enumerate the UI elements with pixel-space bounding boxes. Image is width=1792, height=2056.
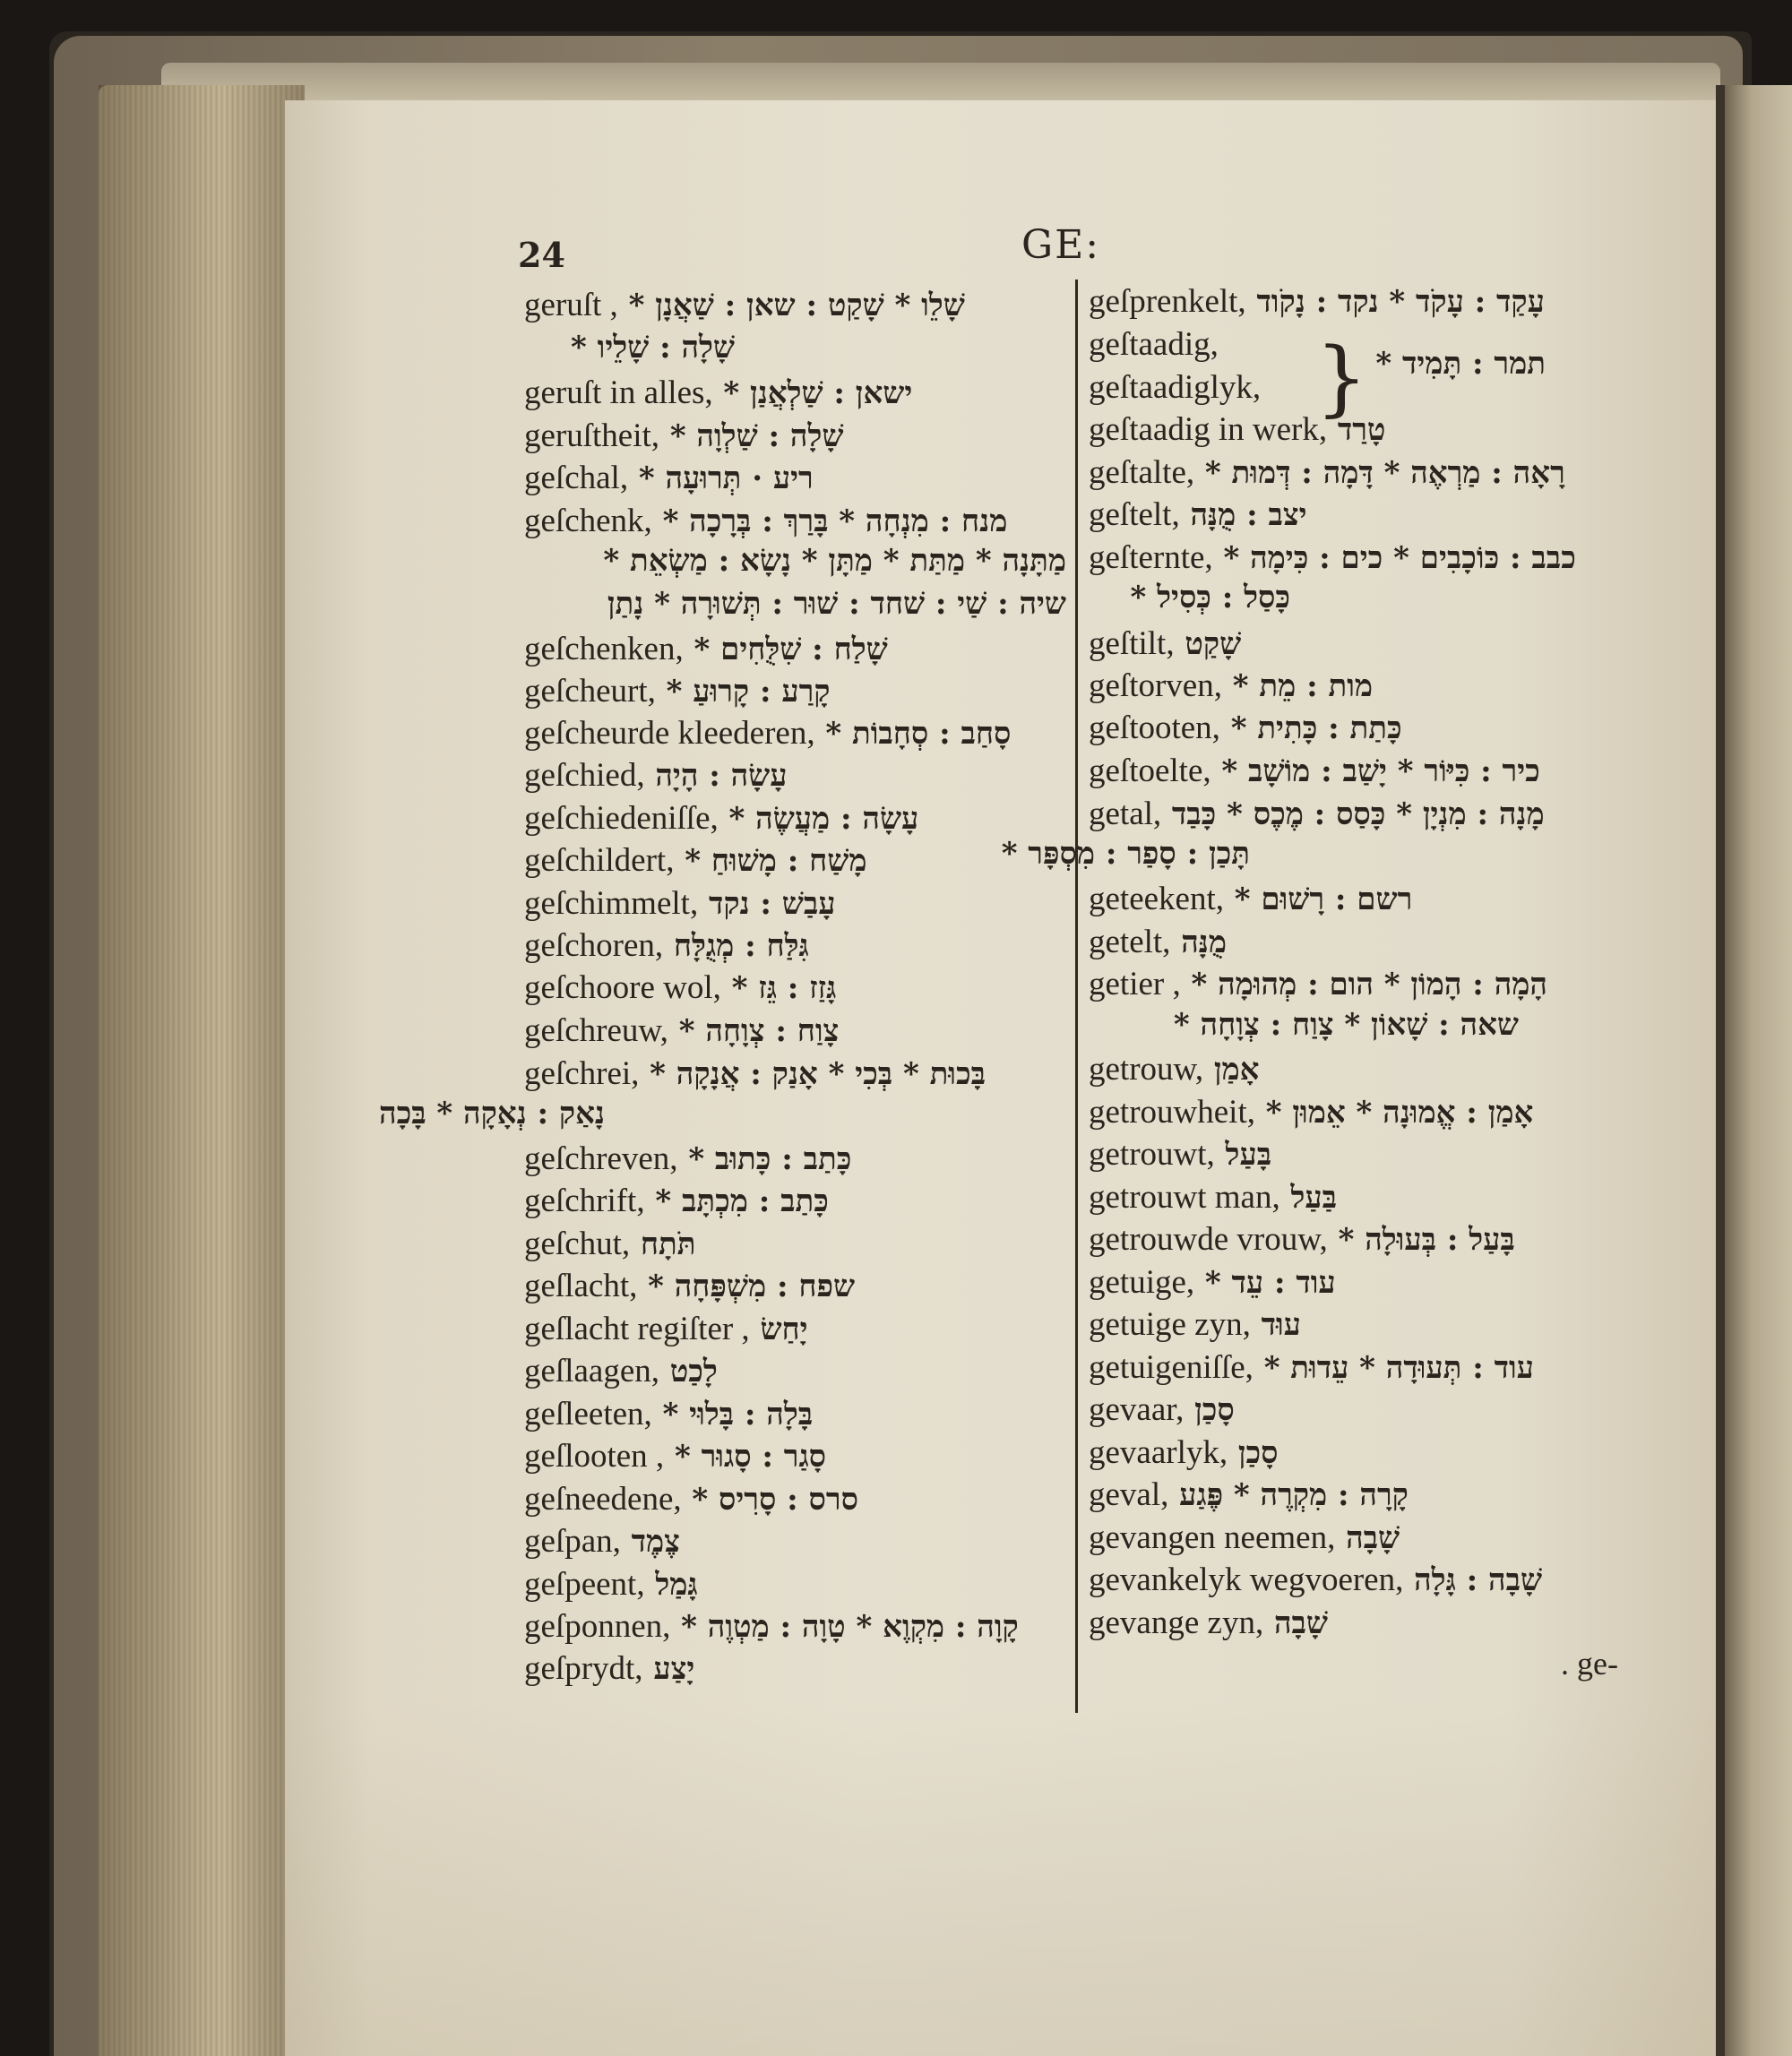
entry-hebrew: שָׁלַח : שִׁלֻּחִים * bbox=[694, 632, 888, 667]
entry-hebrew: מָשַׁח : מָשׁוּחַ * bbox=[685, 843, 867, 879]
entry-word: geſpeent, bbox=[524, 1566, 645, 1603]
entry-word: geſtilt, bbox=[1089, 625, 1175, 662]
entry-word: geſponnen, bbox=[524, 1608, 671, 1645]
entry-word: geſternte, bbox=[1089, 539, 1213, 576]
entry-left-5 bbox=[524, 629, 888, 669]
entry-word: geſchimmelt, bbox=[524, 885, 699, 922]
entry-right-4 bbox=[1089, 452, 1565, 493]
entry-left-24 bbox=[524, 1479, 858, 1519]
entry-hebrew: לָכַט bbox=[669, 1354, 718, 1389]
entry-left-9 bbox=[524, 798, 918, 839]
entry-hebrew: צָוַח : צְוָחָה * bbox=[678, 1013, 840, 1049]
catchword: . ge- bbox=[1561, 1646, 1618, 1682]
entry-word: geſtalte, bbox=[1089, 454, 1195, 491]
entry-hebrew: עָבַשׁ : נקד bbox=[708, 886, 836, 922]
entry-right-16 bbox=[1089, 1092, 1533, 1132]
entry-right-23 bbox=[1089, 1389, 1235, 1430]
entry-word: geſchenken, bbox=[524, 631, 684, 667]
entry-hebrew: יָצַע bbox=[653, 1651, 695, 1687]
entry-right-8 bbox=[1089, 666, 1373, 706]
entry-right-20 bbox=[1089, 1262, 1336, 1303]
entry-left-27 bbox=[524, 1606, 1019, 1647]
entry-left-11 bbox=[524, 883, 836, 924]
column-rule bbox=[1075, 280, 1078, 1713]
entry-word: geſtaadig in werk, bbox=[1089, 411, 1328, 448]
entry-word: geſprenkelt, bbox=[1089, 283, 1246, 320]
entry-right-14 bbox=[1089, 964, 1547, 1004]
entry-hebrew: הָמָה : הָמוֹן * הום : מְהוּמָה * bbox=[1191, 967, 1547, 1002]
entry-right-15 bbox=[1089, 1049, 1260, 1089]
entry-word: geſlacht, bbox=[524, 1268, 638, 1304]
entry-left-8 bbox=[524, 755, 787, 796]
entry-word: geſchreuw, bbox=[524, 1012, 668, 1049]
entry-word: geruſt in alles, bbox=[524, 374, 713, 411]
entry-hebrew: עוד : עֵד * bbox=[1204, 1265, 1336, 1301]
entry-word: geſchildert, bbox=[524, 842, 675, 879]
entry-right-21 bbox=[1089, 1304, 1301, 1345]
entry-word: geruſtheit, bbox=[524, 417, 660, 454]
brace: } bbox=[1315, 330, 1368, 426]
entry-right-14-cont: שאה : שָׁאוֹן * צָוַח : צְוָחָה * bbox=[1173, 1007, 1519, 1043]
entry-word: geſleeten, bbox=[524, 1396, 652, 1432]
entry-hebrew: מנח : מִנְחָה * בָּרַךְ : בְּרָכָה * bbox=[662, 503, 1008, 539]
entry-right-22 bbox=[1089, 1347, 1534, 1388]
entry-right-2 bbox=[1089, 367, 1261, 408]
entry-right-18 bbox=[1089, 1177, 1337, 1217]
entry-word: geſtoelte, bbox=[1089, 753, 1211, 789]
running-head: GE: bbox=[1021, 222, 1101, 268]
entry-hebrew: שָׁלֵו * שָׁקַט : שאן : שַׁאֲנָן * bbox=[628, 288, 965, 323]
entry-right-25 bbox=[1089, 1475, 1409, 1515]
entry-hebrew: בָּכוּת * בְּכִי * אָנַק : אֲנָקָה * bbox=[650, 1056, 986, 1092]
entry-left-15-cont: נָאַק : נְאָקָה * בָּכָה bbox=[379, 1096, 605, 1131]
entry-word: geſpan, bbox=[524, 1523, 621, 1560]
entry-word: getrouwheit, bbox=[1089, 1094, 1255, 1131]
entry-word: geſtorven, bbox=[1089, 667, 1222, 704]
entry-word: geſchut, bbox=[524, 1226, 631, 1262]
entry-left-28 bbox=[524, 1648, 694, 1689]
entry-word: getier , bbox=[1089, 966, 1181, 1002]
entry-hebrew: עוד : תְּעוּדָה * עֵדוּת * bbox=[1263, 1350, 1534, 1386]
entry-word: geſneedene, bbox=[524, 1481, 682, 1518]
entry-left-15 bbox=[524, 1054, 986, 1094]
entry-word: geſchal, bbox=[524, 460, 629, 496]
facing-page-edge bbox=[1725, 85, 1792, 2056]
entry-word: getrouwde vrouw, bbox=[1089, 1221, 1328, 1258]
entry-hebrew: צֶמֶד bbox=[631, 1524, 680, 1560]
entry-left-16 bbox=[524, 1139, 851, 1179]
entry-word: geſcheurde kleederen, bbox=[524, 715, 815, 752]
entry-right-3 bbox=[1089, 409, 1385, 450]
entry-word: geſprydt, bbox=[524, 1650, 643, 1687]
entry-word: geſtelt, bbox=[1089, 496, 1180, 533]
entry-hebrew: כָּתַב : מִכְתָּב * bbox=[655, 1183, 829, 1219]
entry-hebrew: יָחַשׂ bbox=[760, 1312, 808, 1347]
entry-word: geſlooten , bbox=[524, 1438, 665, 1475]
entry-hebrew: טָרַד bbox=[1337, 412, 1386, 448]
entry-hebrew: עוּד bbox=[1261, 1307, 1301, 1343]
entry-hebrew: סרס : סָרִיס * bbox=[692, 1482, 858, 1518]
entry-left-6 bbox=[524, 671, 831, 711]
entry-hebrew: קָרַע : קָרוּעַ * bbox=[666, 674, 831, 710]
entry-hebrew: קָוָה : מִקְוֶא * טָוָה : מַטְוֶה * bbox=[681, 1609, 1019, 1645]
entry-word: geſchenk, bbox=[524, 503, 652, 539]
entry-hebrew: שָׁבָה bbox=[1346, 1520, 1400, 1556]
page-block-shade bbox=[99, 85, 305, 2056]
entry-word: getuige, bbox=[1089, 1264, 1195, 1301]
entry-word: getuige zyn, bbox=[1089, 1306, 1251, 1343]
entry-right-11-cont: תָּכַן : סָפַר : מִסְפָּר * bbox=[1001, 836, 1250, 872]
entry-word: getrouw, bbox=[1089, 1051, 1204, 1088]
entry-word: geſcheurt, bbox=[524, 673, 656, 710]
entry-right-7 bbox=[1089, 624, 1241, 664]
entry-right-24 bbox=[1089, 1432, 1279, 1473]
entry-word: geruſt , bbox=[524, 287, 618, 323]
entry-hebrew: מות : מֵת * bbox=[1232, 668, 1374, 704]
entry-hebrew: תֹּתָח bbox=[640, 1226, 696, 1262]
entry-hebrew: בָּלָה : בָּלוּי * bbox=[662, 1397, 814, 1432]
entry-right-10 bbox=[1089, 751, 1540, 791]
entry-left-23 bbox=[524, 1436, 826, 1476]
entry-hebrew: שָׁלָה : שַׁלְוָה * bbox=[669, 418, 844, 454]
entry-hebrew: שָׁבָה bbox=[1273, 1605, 1328, 1641]
entry-word: geſlaagen, bbox=[524, 1353, 659, 1389]
entry-hebrew: ריע · תְּרוּעָה * bbox=[638, 460, 814, 496]
entry-hebrew: כבב : כּוֹכָבִים * כים : כִּימָה * bbox=[1223, 540, 1576, 576]
entry-word: geteekent, bbox=[1089, 881, 1224, 917]
entry-left-19 bbox=[524, 1266, 855, 1306]
entry-word: getuigeniſſe, bbox=[1089, 1349, 1254, 1386]
entry-hebrew: רָאָה : מַרְאֶה * דָּמָה : דְּמוּת * bbox=[1204, 455, 1565, 491]
entry-hebrew: כָּתַת : כָּתִית * bbox=[1230, 710, 1402, 746]
entry-word: geſtooten, bbox=[1089, 710, 1220, 746]
entry-word: gevangen neemen, bbox=[1089, 1519, 1336, 1556]
page-number: 24 bbox=[518, 235, 565, 275]
entry-word: gevange zyn, bbox=[1089, 1604, 1264, 1641]
entry-hebrew: מֻנָּה bbox=[1181, 925, 1227, 960]
entry-right-17 bbox=[1089, 1134, 1271, 1174]
entry-word: geſchied, bbox=[524, 757, 645, 794]
entry-left-12 bbox=[524, 925, 809, 966]
entry-hebrew: גָּמַל bbox=[655, 1567, 698, 1603]
entry-word: geſtaadiglyk, bbox=[1089, 369, 1262, 406]
entry-right-6-cont: כָּסַל : כְּסִיל * bbox=[1130, 580, 1290, 615]
entry-word: getrouwt man, bbox=[1089, 1179, 1280, 1216]
brace-hebrew: תמר : תָּמִיד * bbox=[1375, 346, 1546, 382]
entry-right-5 bbox=[1089, 495, 1307, 535]
entry-right-19 bbox=[1089, 1219, 1515, 1260]
entry-hebrew: כיר : כִּיּוֹר * יָשַׁב : מוֹשָׁב * bbox=[1221, 753, 1540, 789]
entry-left-13 bbox=[524, 968, 836, 1008]
entry-hebrew: כָּתַב : כָּתוּב * bbox=[688, 1141, 852, 1177]
entry-right-1 bbox=[1089, 324, 1219, 365]
entry-left-0 bbox=[524, 285, 965, 325]
entry-hebrew: סָכַן bbox=[1237, 1435, 1279, 1471]
entry-right-27 bbox=[1089, 1560, 1542, 1600]
entry-left-25 bbox=[524, 1521, 680, 1561]
entry-right-11 bbox=[1089, 794, 1545, 834]
entry-hebrew: ישאן : שַׁלְאֲנַן * bbox=[723, 375, 913, 411]
entry-word: getal, bbox=[1089, 796, 1162, 832]
entry-hebrew: גָּזַז : גֵּז * bbox=[731, 970, 837, 1006]
entry-hebrew: יצב : מֻנָּה bbox=[1190, 497, 1307, 533]
entry-left-26 bbox=[524, 1564, 698, 1604]
entry-hebrew: שָׁקַט bbox=[1185, 626, 1242, 662]
entry-hebrew: בַּעַל bbox=[1290, 1180, 1338, 1216]
entry-word: gevankelyk wegvoeren, bbox=[1089, 1561, 1404, 1598]
entry-word: geſtaadig, bbox=[1089, 326, 1219, 363]
entry-hebrew: רשם : רָשׁוּם * bbox=[1234, 882, 1413, 917]
entry-word: geval, bbox=[1089, 1476, 1169, 1513]
entry-hebrew: סָחַב : סְחָבוֹת * bbox=[825, 716, 1012, 752]
entry-hebrew: שפח : מִשְׁפָּחָה * bbox=[648, 1269, 856, 1304]
entry-left-4-cont2: שיה : שַׁי : שׁחד : שׁוּר : תְּשׁוּרָה * נָתַן bbox=[607, 586, 1066, 622]
entry-left-21 bbox=[524, 1351, 718, 1391]
page-top-edge bbox=[161, 63, 1720, 103]
entry-right-12 bbox=[1089, 879, 1412, 919]
entry-left-20 bbox=[524, 1309, 808, 1349]
entry-word: geſchiedeniſſe, bbox=[524, 800, 719, 837]
entry-right-0 bbox=[1089, 281, 1545, 322]
entry-hebrew: קָרָה : מִקְרֶה * פֶּגַע bbox=[1179, 1477, 1409, 1513]
entry-hebrew: אָמַן : אֱמוּנָה * אֵמוּן * bbox=[1265, 1095, 1534, 1131]
entry-hebrew: סָכַן bbox=[1194, 1392, 1235, 1428]
entry-word: geſchrift, bbox=[524, 1183, 645, 1219]
entry-hebrew: עָשָׂה : מַעֲשֶׂה * bbox=[728, 801, 919, 837]
entry-hebrew: מָנָה : מִנְיָן * כָּסַס : מֶכֶס * כָּבַד bbox=[1171, 796, 1545, 832]
entry-left-2 bbox=[524, 416, 843, 456]
entry-left-7 bbox=[524, 713, 1011, 753]
entry-word: getrouwt, bbox=[1089, 1136, 1215, 1173]
entry-word: geſchoren, bbox=[524, 927, 664, 964]
entry-hebrew: עָשָׂה : הָיָה bbox=[655, 758, 788, 794]
entry-right-9 bbox=[1089, 708, 1402, 748]
entry-word: getelt, bbox=[1089, 924, 1171, 960]
entry-left-1 bbox=[524, 373, 912, 413]
entry-left-3 bbox=[524, 458, 814, 498]
entry-left-4 bbox=[524, 501, 1007, 541]
entry-left-4-cont: מַתָּנָה * מַתַּת * מַתָּן * נָשָׂא : מַשְׂאֵת * bbox=[603, 543, 1066, 579]
entry-word: geſchreven, bbox=[524, 1140, 678, 1177]
entry-word: geſlacht regiſter , bbox=[524, 1311, 750, 1347]
entry-left-17 bbox=[524, 1181, 829, 1221]
entry-right-26 bbox=[1089, 1518, 1400, 1558]
page-stain bbox=[285, 1702, 1723, 2056]
entry-left-0-cont: שָׁלָה : שָׁלֵיו * bbox=[571, 330, 735, 366]
entry-word: gevaar, bbox=[1089, 1391, 1185, 1428]
entry-word: gevaarlyk, bbox=[1089, 1434, 1228, 1471]
entry-hebrew: אָמַן bbox=[1213, 1052, 1260, 1088]
entry-hebrew: שָׁבָה : גָּלָה bbox=[1414, 1562, 1543, 1598]
entry-hebrew: בָּעַל : בְּעוּלָה * bbox=[1338, 1222, 1515, 1258]
entry-right-28 bbox=[1089, 1603, 1328, 1643]
entry-left-14 bbox=[524, 1011, 839, 1051]
entry-left-18 bbox=[524, 1224, 696, 1264]
entry-word: geſchrei, bbox=[524, 1055, 640, 1092]
entry-right-13 bbox=[1089, 922, 1227, 962]
entry-hebrew: סָגַר : סָגוּר * bbox=[674, 1439, 827, 1475]
entry-hebrew: גִּלַּח : מְגֻלָּח bbox=[673, 928, 809, 964]
entry-left-10 bbox=[524, 840, 866, 881]
entry-hebrew: בָּעַל bbox=[1225, 1137, 1272, 1173]
entry-right-6 bbox=[1089, 538, 1576, 578]
entry-hebrew: עָקַד : עָקֹד * נקד : נָקֹוד bbox=[1256, 284, 1545, 320]
entry-left-22 bbox=[524, 1394, 813, 1434]
entry-word: geſchoore wol, bbox=[524, 969, 721, 1006]
